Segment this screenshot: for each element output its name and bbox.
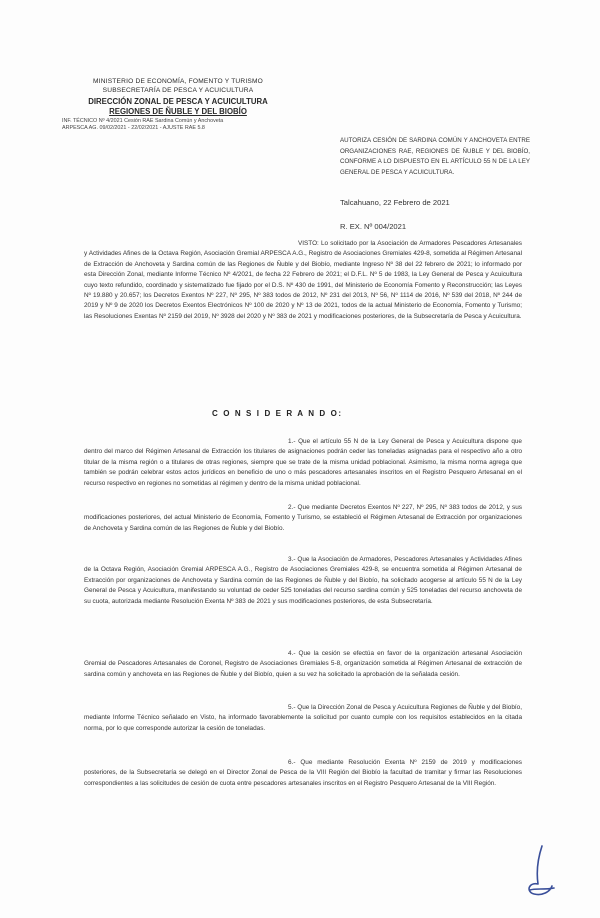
ministry-name: MINISTERIO DE ECONOMÍA, FOMENTO Y TURISMO — [92, 78, 263, 85]
reference-line: ARPESCA AG. 09/02/2021 - 22/02/2021 - AJUSTE RAE 5.8 — [62, 125, 205, 131]
direccion-zonal-title: DIRECCIÓN ZONAL DE PESCA Y ACUICULTURA — [88, 97, 268, 106]
considerando-heading: C O N S I D E R A N D O: — [212, 409, 343, 418]
considerando-paragraph: 5.- Que la Dirección Zonal de Pesca y Acuicultura Regiones de Ñuble y del Biobío, mediante Informe Técnico señalado en Visto, ha informado favorablemente la solicitud por cuanto cumple con los requisitos establecidos en la citada norma, por lo que corresponde autorizar la cesión de toneladas. — [84, 704, 522, 732]
resolution-date: Talcahuano, 22 Febrero de 2021 — [340, 198, 450, 207]
considerando-paragraph: 3.- Que la Asociación de Armadores, Pescadores Artesanales y Actividades Afines de la Octava Región, Asociación Gremial ARPESCA A.G., Registro de Asociaciones Gremiales 429-8, se encuentra sometida al Régimen Artesanal de Extracción por organizaciones de Anchoveta y Sardina común de las Regiones de Ñuble y del Biobío, ha solicitado acogerse al artículo 55 N de la Ley General de Pesca y Acuicultura, manifestando su voluntad de ceder 525 toneladas del recurso sardina común y 525 toneladas del recurso anchoveta de su cuota, autorizada mediante Resolución Exenta Nº 383 de 2021 y sus modificaciones posteriores, de esta Subsecretaría. — [84, 556, 522, 605]
reference-block — [62, 118, 292, 132]
visto-paragraph: VISTO: Lo solicitado por la Asociación de Armadores Pescadores Artesanales y Actividades Afines de la Octava Región, Asociación Gremial ARPESCA A.G., Registro de Asociaciones Gremiales 429-8, sometida al Régimen Artesanal de Extracción de Anchoveta y Sardina común de las Regiones de Ñuble y del Biobío, mediante Ingreso Nº 38 del 22 febrero de 2021; lo informado por esta Dirección Zonal, mediante Informe Técnico Nº 4/2021, de fecha 22 Febrero de 2021; el D.F.L. Nº 5 de 1983, la Ley General de Pesca y Acuicultura cuyo texto refundido, coordinado y sistematizado fue fijado por el D.S. Nº 430 de 1991, del Ministerio de Economía Fomento y Reconstrucción; las Leyes Nº 19.880 y 20.657; los Decretos Exentos Nº 227, Nº 295, Nº 383 todos de 2012, Nº 231 del 2013, Nº 56, Nº 1114 de 2016, Nº 539 del 2018, Nº 244 de 2019 y Nº 9 de 2020 los Decretos Exentos Electrónicos Nº 100 de 2020 y Nº 13 de 2021, todos de la actual Ministerio de Economía, Fomento y Turismo; las Resoluciones Exentas Nº 2159 del 2019, Nº 3928 del 2020 y Nº 383 de 2021 y modificaciones posteriores, de la Subsecretaría de Pesca y Acuicultura. — [84, 240, 522, 320]
considerando-paragraph: 1.- Que el artículo 55 N de la Ley General de Pesca y Acuicultura dispone que dentro del marco del Régimen Artesanal de Extracción los titulares de asignaciones podrán ceder las toneladas asignadas para el respectivo año a otro titular de la misma región o a titulares de otras regiones, siempre que se trate de la misma unidad poblacional. Asimismo, la misma norma agrega que también se podrán celebrar estos actos jurídicos en beneficio de uno o más pescadores artesanales inscritos en el Registro Pesquero Artesanal en el recurso respectivo en regiones no sometidas al régimen y dentro de la misma unidad poblacional. — [84, 438, 522, 487]
handwritten-initial-signature — [520, 840, 560, 900]
subsecretaria-name: SUBSECRETARÍA DE PESCA Y ACUICULTURA — [102, 86, 254, 94]
regiones-title: REGIONES DE ÑUBLE Y DEL BIOBÍO — [109, 107, 247, 116]
ministry-header — [78, 78, 278, 95]
considerando-paragraph: 6.- Que mediante Resolución Exenta Nº 2159 de 2019 y modificaciones posteriores, de la Subsecretaría se delegó en el Director Zonal de Pesca de la VIII Región del Biobío la facultad de tramitar y firmar las Resoluciones correspondientes a las solicitudes de cesión de cuota entre pescadores artesanales inscritos en el Registro Pesquero Artesanal de la VIII Región. — [84, 759, 522, 787]
reference-line: INF. TÉCNICO Nº 4/2021 Cesión RAE Sardina Común y Anchoveta — [62, 118, 224, 124]
resolution-subject: AUTORIZA CESIÓN DE SARDINA COMÚN Y ANCHOVETA ENTRE ORGANIZACIONES RAE, REGIONES DE ÑUBLE Y DEL BIOBÍO, CONFORME A LO DISPUESTO EN EL ARTÍCULO 55 N DE LA LEY GENERAL DE PESCA Y ACUICULTURA. — [340, 137, 530, 176]
considerando-paragraph: 2.- Que mediante Decretos Exentos Nº 227, Nº 295, Nº 383 todos de 2012, y sus modificaciones posteriores, del actual Ministerio de Economía, Fomento y Turismo, se estableció el Régimen Artesanal de Extracción por organizaciones de Anchoveta y Sardina común de las Regiones de Ñuble y del Biobío. — [84, 504, 522, 532]
resolution-number: R. EX. Nº 004/2021 — [340, 222, 407, 231]
considerando-paragraph: 4.- Que la cesión se efectúa en favor de la organización artesanal Asociación Gremial de Pescadores Artesanales de Coronel, Registro de Asociaciones Gremiales 5-8, organización sometida al Régimen Artesanal de extracción de sardina común y anchoveta en las Regiones de Ñuble y del Biobío, quien a su vez ha solicitado la aprobación de la señalada cesión. — [84, 650, 522, 678]
